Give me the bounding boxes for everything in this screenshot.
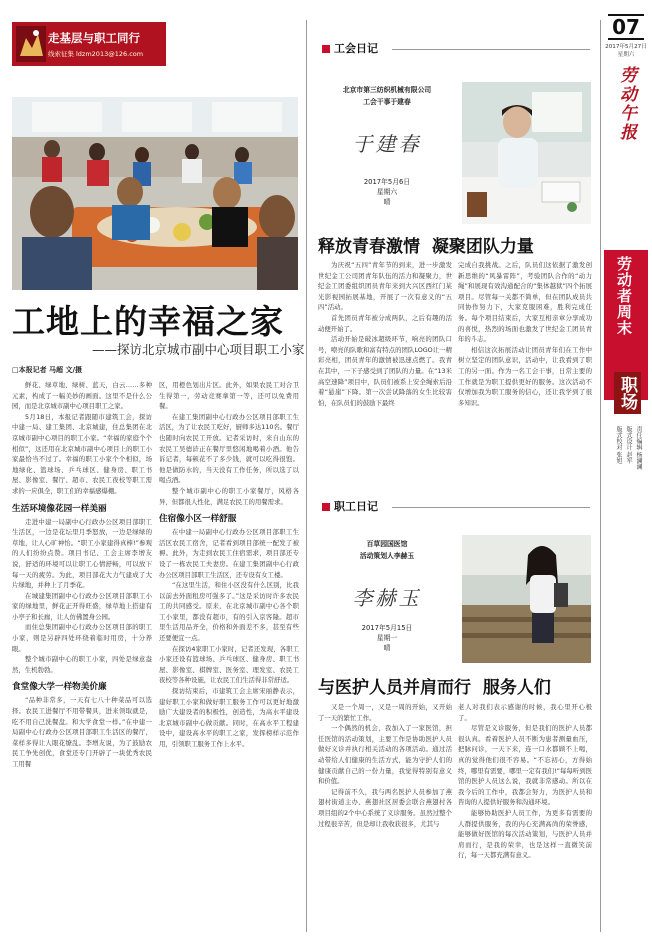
masthead-weekday: 星期六 [617, 52, 635, 58]
staff-diary-header [322, 498, 378, 514]
paper-name-logo: 劳动午报 [616, 66, 636, 142]
paragraph: 整个城市副中心的职工小家，四处是绿意盎然，生机勃勃。 [12, 655, 152, 674]
weekly-title: 劳动者周末 [615, 256, 633, 336]
red-square-icon [322, 503, 330, 511]
paragraph: 活动开始是破冰超级环节，响亮的团队口号，嘹亮的队歌和富有特点的团队LOGO让一精彩亮相，团员青年的激情被迅速点燃了。我青在其中，一下子感受到了团队的力量。在“13米高空速降”项目中，队员们被系上安全绳索后沿着“悬崖”下降。第一次尝试降落的女生比较害怕，在队员们的鼓励下最终 [318, 335, 452, 407]
masthead-editor: 责任编辑 杨澜澜 [635, 426, 642, 470]
main-article-title: 工地上的幸福之家 [12, 302, 284, 341]
staff-diary-column-1 [318, 702, 452, 934]
union-diary-date: 2017年5月6日 [363, 178, 411, 186]
staff-diary-header-label: 职工日记 [334, 500, 378, 513]
masthead-designer: 版式设计 赵军 [625, 426, 632, 464]
paragraph: 而住总集团副中心行政办公区项目部的职工小家，则是另辟四处环绕着临时用房，十分养眼。 [12, 623, 152, 653]
union-diary-signature: 于建春 [352, 132, 422, 156]
staff-diary-signature: 李赫玉 [352, 586, 422, 610]
paragraph: 又是一个周一，又是一周的开始，又开始了一天的繁忙工作。 [318, 703, 452, 722]
paragraph: 在建工集团副中心行政办公区项目部职工生活区，为了让农民工吃好，厨师多达110名。餐厅也随时向农民工开放。记者采访时，来自山东的农民工吴德浒正在餐厅里悠闲地喝着小酒。他告诉记者，每顿花不了多少钱，就可以吃得很饱。他是做防水的，当天没有工作任务，所以选了以喝点酒。 [159, 412, 299, 485]
union-diary-author: 工会干事于建春 [363, 98, 411, 106]
paragraph: 老人对我们表示感谢的时候，我心里开心极了。 [458, 703, 592, 722]
red-square-icon [322, 45, 330, 53]
paragraph: 探访结束后，市建筑工会主席宋丽静表示，建好职工小家和做好职工服务工作可以更好地激励广大建设者的积极性，创造性，为高水平建设北京城市副中心做贡献。同时，在高水平工程建设中，建设高水平的职工之家，发挥榜样示范作用，引领职工服务工作上水平。 [159, 687, 299, 748]
union-diary-header [322, 40, 378, 56]
banner-title: 走基层与职工同行 [48, 31, 140, 45]
staff-diary-org: 百草园国医馆 [366, 540, 408, 548]
paragraph: 鲜花、绿草地、绿树、蓝天，白云……多种元素，构成了一幅美妙的画面。这里不是什么公园，而是北京城市副中心项目职工之家。 [12, 381, 152, 411]
masthead-date: 2017年5月27日 [605, 44, 647, 50]
staff-diary-photo [462, 535, 591, 663]
paragraph: 完成自我挑战。之后，队员们这依据了激发创新思维的“风暴雷阵”，考验团队合作的“动力绳”和展现有效沟通配合的“集体越狱”四个拓展项目。尽管每一关都不简单，但在团队成员共同协作努力下，大家克服困难，胜利完成任务。每个项目结束后，大家互相亲章分享成功的喜悦，热烈的场面也激发了世纪金工团员青年的斗志。 [458, 261, 592, 344]
section-name: 职场 [614, 372, 641, 414]
paragraph: 整个城市副中心的职工小家餐厅，风格各异，但都很人性化，满足农民工的用餐需求。 [159, 486, 299, 506]
union-diary-header-label: 工会日记 [334, 42, 378, 55]
staff-diary-column-2 [458, 702, 592, 934]
paragraph: 区，用橙色划出片区。此外，如果农民工对合卫生得第一，劳动竞赛拿第一等，还可以免费用餐。 [159, 381, 299, 411]
banner-email-address: ldzm2013@126.com [76, 50, 144, 58]
paragraph: 为庆祝“五四”青年节的到来，进一步激发世纪金工公司团青年队伍的活力和凝聚力，世纪金工团委组织团员青年来到大兴区西红门某光影视园拓展基地，开展了一次有意义的“五四”活动。 [318, 261, 452, 312]
main-article-column-2 [159, 380, 299, 935]
staff-diary-weather: 晴 [383, 644, 391, 652]
paragraph: 在城建集团副中心行政办公区项目部职工小家的绿地里，鲜花正开得旺盛，绿草地上搭建有小亭子和长廊，让人仿佛置身公园。 [12, 591, 152, 621]
section-heading: 食堂像大学一样物美价廉 [12, 682, 107, 693]
masthead-proofreader: 版式校对 张旭 [615, 426, 622, 464]
union-diary-column-1 [318, 260, 452, 472]
diary-header-rule [392, 507, 590, 508]
paragraph: 相信这次拓展活动让团员青年们在工作中树立坚定的团队意识，活动中，让我看到了职工的另一面。作为一名工会干事，日常主要的工作就是为职工提供更好的服务。这次活动不仅增加我为职工服务的信心，还让我学到了很多知识。 [458, 345, 592, 407]
union-diary-title: 释放青春激情 凝聚团队力量 [318, 237, 534, 257]
main-photo-dining-scene [12, 97, 298, 290]
union-diary-weekday: 星期六 [376, 188, 398, 196]
masthead-divider [600, 20, 601, 932]
paragraph: 在探访4家职工小家时，记者还发现，各职工小家还设有篮球场、乒乓球区、健身房、职工书屋、影像室、棋牌室、医务室、理发室、农民工夜校等各种设施，让农民工们生活得非常舒适。 [159, 644, 299, 685]
column-divider [306, 20, 307, 932]
union-diary-photo [462, 82, 591, 224]
main-article-byline: □本报记者 马超 文/摄 [12, 366, 83, 374]
main-article-column-1 [12, 380, 152, 935]
paragraph: 尽管是义诊服务，但是我们的医护人员都很认真。看着医护人员不断为患者测量血压，把脉问诊，一天下来，连一口水都顾不上喝，真的觉得他们很不容易。“不忘初心，方得始终，哪里有需要，哪里一定有我们!”每每听到医馆的医护人员这么说，我就非常感动。所以在我今后的工作中，我都会努力，为医护人员和咨询的人提供好服务和沟通环境。 [458, 724, 592, 807]
paragraph: 能够协助医护人员工作，为更多有需要的人群提供服务，我的内心充满高尚的荣誉感，能够做好医馆的每次活动策划，与医护人员并肩而行，是我的荣幸，也是这样一直微笑前行，每一天都充满有意义。 [458, 808, 592, 860]
main-article-subtitle: ——探访北京城市副中心项目职工小家 [92, 342, 305, 357]
staff-diary-weekday: 星期一 [376, 634, 398, 642]
staff-diary-title: 与医护人员并肩而行 服务人们 [318, 678, 551, 698]
section-heading: 住宿像小区一样舒服 [159, 514, 237, 525]
paragraph: 一个偶然的机会，我加入了一家医馆，担任医馆的活动策划，主要工作是协助医护人员做好义诊并执行相关活动的各项活动。通过活动带给人们健康的生活方式，能为守护人们的健康贡献自己的一份力量，我觉得特别有意义和价值。 [318, 724, 452, 786]
paragraph: 5月18日，本报记者跟随市建筑工会，探访中建一局、建工集团、北京城建，住总集团在北京城市副中心项目的职工小家。“幸福的家庭个个相似”，这还用在北京城市副中心项目上的职工小家最恰当不过了。幸福的职工小家个个相似，场地绿化、篮球场、乒乓球区、健身房、职工书屋、影像室、餐厅、超市、农民工夜校等职工需求的一应俱全，职工们的幸福感爆棚。 [12, 412, 152, 495]
union-diary-column-2 [458, 260, 592, 472]
section-heading: 生活环境像花园一样美丽 [12, 503, 107, 514]
paragraph: “品种非常多，一天有七八十种菜品可以选择。农民工进餐厅不用带餐具，进来领取就是，吃不用自己洗餐盘。和大学食堂一样。”在中建一局副中心行政办公区项目部职工生活区的餐厅，菜样多得让人眼花缭乱。李增友说，为了鼓励农民工争先创优，食堂还专门开辟了一块优秀农民工用餐 [12, 696, 152, 768]
paragraph: 记得前不久，我与两名医护人员参加了燕翅村街道主办、燕翅社区居委会联合燕翅村各项目组的2个中心系统了义诊服务。虽然过整个过程很辛苦，但是却让我收获很多，尤其与 [318, 787, 452, 828]
page-number: 07 [608, 14, 644, 40]
staff-diary-author: 活动策划人李赫玉 [359, 552, 415, 560]
union-diary-weather: 晴 [383, 198, 391, 206]
column-banner [12, 22, 166, 66]
paragraph: 走进中建一局副中心行政办公区项目部职工生活区，一边是花坛里月季怒放，一边是绿绿的草地，让人心旷神怡。“职工小家建得真棒!”参观的人们纷纷点赞。项目书记、工会主席李增友说，舒适的环境可以让职工心情舒畅，可以放下每一天的疲劳。为此，项目部花大力气建成了大片绿地，并种上了月季花。 [12, 517, 152, 590]
banner-logo-icon [16, 26, 46, 62]
paragraph: “在这里生活，和住小区没有什么区别，比我以前去外面租房可强多了。”这是采访时许多农民工的共同感受。原来，在北京城市副中心各个职工小家里，都没有超市，有的引入京客隆。超市里生活用品齐全，价格和外面差不多，甚至有些还要便宜一点。 [159, 581, 299, 643]
staff-diary-date: 2017年5月15日 [361, 624, 413, 632]
diary-header-rule [392, 49, 590, 50]
paragraph: 在中建一局副中心行政办公区项目部职工生活区农民工宿舍，记者看到项目部统一配发了被褥。此外，为走到农民工住宿需求，项目部还专设了一栋农民工夫妻房。在建工集团副中心行政办公区项目部职工生活区，还专设有女工楼。 [159, 528, 299, 579]
banner-email-prefix: 线索征集 [48, 50, 74, 58]
banner-email [48, 49, 143, 58]
union-diary-org: 北京市第三纺织机械有限公司 [342, 86, 432, 94]
paragraph: 首先团员青年被分成两队，之后有趣的活动便开始了。 [318, 313, 452, 333]
